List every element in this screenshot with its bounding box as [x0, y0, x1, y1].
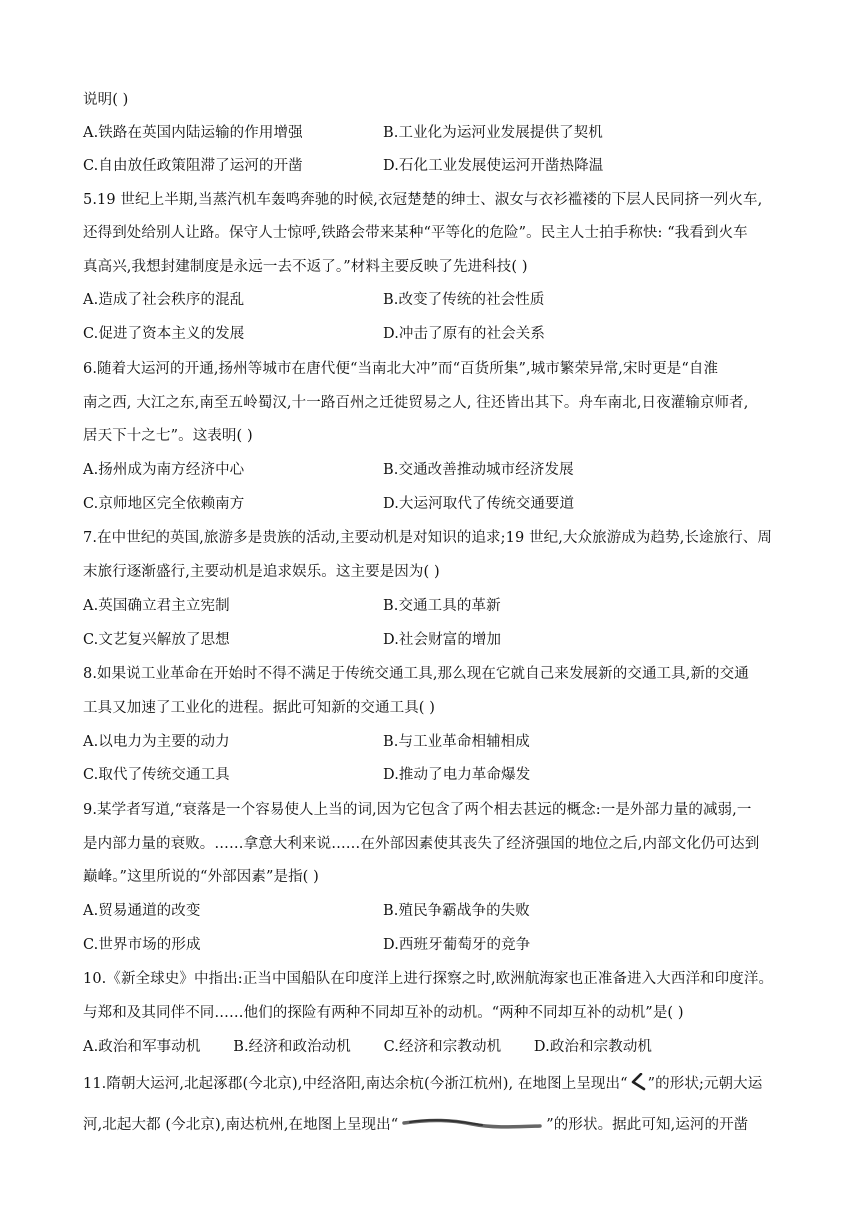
- q9-option-a[interactable]: A.贸易通道的改变: [83, 903, 201, 919]
- q4-option-a[interactable]: A.铁路在英国内陆运输的作用增强: [83, 125, 303, 141]
- q7-option-c[interactable]: C.文艺复兴解放了思想: [83, 632, 230, 648]
- q10-options-row: [83, 1037, 680, 1057]
- q9-option-c[interactable]: C.世界市场的形成: [83, 937, 201, 953]
- q8-option-b[interactable]: B.与工业革命相辅相成: [383, 734, 530, 750]
- q10-option-c[interactable]: C.经济和宗教动机: [383, 1039, 502, 1055]
- q8-stem-line-2: 工具又加速了工业化的进程。据此可知新的交通工具( ): [83, 700, 436, 716]
- brush-stroke-shape-icon: [402, 1116, 542, 1132]
- q5-stem-line-2: 还得到处给别人让路。保守人士惊呼,铁路会带来某种“平等化的危险”。民主人士拍手称快: “我看到火车: [83, 225, 748, 241]
- q10-option-d[interactable]: D.政治和宗教动机: [533, 1039, 653, 1055]
- q10-stem-line-2: 与郑和及其同伴不同……他们的探险有两种不同却互补的动机。“两种不同却互补的动机”是( ): [83, 1005, 684, 1021]
- q6-options-row-2: [83, 494, 575, 514]
- q4-stem-end: 说明( ): [83, 92, 129, 108]
- q4-option-c[interactable]: C.自由放任政策阻滞了运河的开凿: [83, 158, 303, 174]
- q7-stem-line-2: 末旅行逐渐盛行,主要动机是追求娱乐。这主要是因为( ): [83, 564, 440, 580]
- q9-option-b[interactable]: B.殖民争霸战争的失败: [383, 903, 530, 919]
- q6-stem-line-1: 6.随着大运河的开通,扬州等城市在唐代便“当南北大冲”而“百货所集”,城市繁荣异常,宋时更是“自淮: [83, 361, 719, 377]
- q5-option-d[interactable]: D.冲击了原有的社会关系: [383, 326, 545, 342]
- q6-option-b[interactable]: B.交通改善推动城市经济发展: [383, 462, 574, 478]
- q11-line1-after: ”的形状;元朝大运: [647, 1076, 763, 1092]
- q5-options-row-1: [83, 290, 545, 310]
- q9-stem-line-2: 是内部力量的衰败。……拿意大利来说……在外部因素使其丧失了经济强国的地位之后,内部文化仍可达到: [83, 836, 760, 852]
- q9-options-row-2: [83, 935, 531, 955]
- q8-option-a[interactable]: A.以电力为主要的动力: [83, 734, 230, 750]
- q5-stem-line-3: 真高兴,我想封建制度是永远一去不返了。”材料主要反映了先进科技( ): [83, 259, 528, 275]
- q8-option-d[interactable]: D.推动了电力革命爆发: [383, 767, 531, 783]
- q5-option-a[interactable]: A.造成了社会秩序的混乱: [83, 292, 245, 308]
- q5-option-c[interactable]: C.促进了资本主义的发展: [83, 326, 245, 342]
- q7-stem-line-1: 7.在中世纪的英国,旅游多是贵族的活动,主要动机是对知识的追求;19 世纪,大众旅游成为趋势,长途旅行、周: [83, 530, 773, 546]
- q11-line2-after: ”的形状。据此可知,运河的开凿: [546, 1117, 749, 1133]
- q6-options-row-1: [83, 460, 574, 480]
- q6-option-c[interactable]: C.京师地区完全依赖南方: [83, 496, 245, 512]
- q7-options-row-2: [83, 630, 502, 650]
- q5-options-row-2: [83, 324, 545, 344]
- q9-stem-line-1: 9.某学者写道,“衰落是一个容易使人上当的词,因为它包含了两个相去甚远的概念:一是外部力量的减弱,一: [83, 802, 752, 818]
- q7-option-a[interactable]: A.英国确立君主立宪制: [83, 598, 230, 614]
- q9-options-row-1: [83, 901, 530, 921]
- q4-options-row-2: [83, 156, 604, 176]
- q11-line1-before: 11.隋朝大运河,北起涿郡(今北京),中经洛阳,南达余杭(今浙江杭州), 在地图上呈现出“: [83, 1076, 628, 1092]
- q6-stem-line-3: 居天下十之七”。这表明( ): [83, 428, 253, 444]
- q7-option-d[interactable]: D.社会财富的增加: [383, 632, 502, 648]
- q11-line2-before: 河,北起大都 (今北京),南达杭州,在地图上呈现出“: [83, 1117, 399, 1133]
- q8-stem-line-1: 8.如果说工业革命在开始时不得不满足于传统交通工具,那么现在它就自己来发展新的交通工具,新的交通: [83, 666, 749, 682]
- q9-stem-line-3: 巅峰。”这里所说的“外部因素”是指( ): [83, 869, 319, 885]
- q8-options-row-1: [83, 732, 530, 752]
- q4-option-b[interactable]: B.工业化为运河业发展提供了契机: [383, 125, 603, 141]
- q10-stem-line-1: 10.《新全球史》中指出:正当中国船队在印度洋上进行探察之时,欧洲航海家也正准备进入大西洋和印度洋。: [83, 971, 774, 987]
- q11-stem-line-1: [83, 1073, 762, 1094]
- q6-option-d[interactable]: D.大运河取代了传统交通要道: [383, 496, 575, 512]
- q7-option-b[interactable]: B.交通工具的革新: [383, 598, 501, 614]
- q10-option-a[interactable]: A.政治和军事动机: [83, 1039, 201, 1055]
- q4-options-row-1: [83, 123, 603, 143]
- q5-stem-line-1: 5.19 世纪上半期,当蒸汽机车轰鸣奔驰的时候,衣冠楚楚的绅士、淑女与衣衫褴褛的下层人民同挤一列火车,: [83, 192, 763, 208]
- q11-stem-line-2: [83, 1115, 748, 1135]
- angle-bracket-shape-icon: [628, 1073, 648, 1091]
- q9-option-d[interactable]: D.西班牙葡萄牙的竞争: [383, 937, 531, 953]
- q8-option-c[interactable]: C.取代了传统交通工具: [83, 767, 230, 783]
- q4-option-d[interactable]: D.石化工业发展使运河开凿热降温: [383, 158, 604, 174]
- q7-options-row-1: [83, 596, 501, 616]
- q5-option-b[interactable]: B.改变了传统的社会性质: [383, 292, 545, 308]
- q6-stem-line-2: 南之西, 大江之东,南至五岭蜀汉,十一路百州之迁徙贸易之人, 往还皆出其下。舟车南北,日夜灌输京师者,: [83, 395, 749, 411]
- q6-option-a[interactable]: A.扬州成为南方经济中心: [83, 462, 245, 478]
- q8-options-row-2: [83, 765, 531, 785]
- q10-option-b[interactable]: B.经济和政治动机: [233, 1039, 351, 1055]
